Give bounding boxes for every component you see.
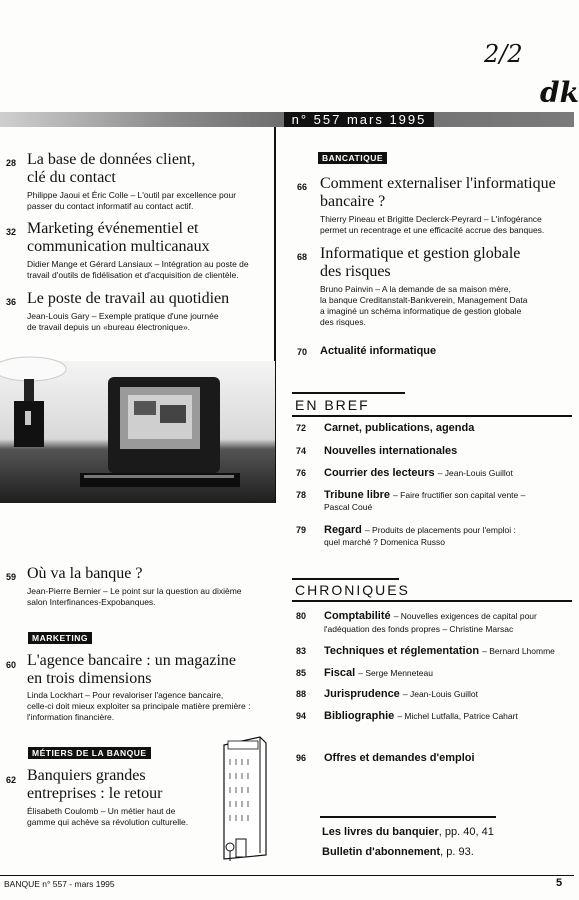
section-tag: MÉTIERS DE LA BANQUE: [28, 747, 151, 759]
article-title: bancaire ?: [320, 193, 386, 210]
article-desc: travail d'outils de fidélisation et d'acquisition de clientèle.: [27, 270, 239, 280]
section-heading: EN BREF: [295, 397, 370, 413]
article-desc: a imaginé un schéma informatique de gestion globale: [320, 306, 522, 316]
footer-page-number: 5: [556, 877, 563, 889]
article-desc: quel marché ? Domenica Russo: [324, 537, 445, 547]
section-rule: [320, 816, 496, 818]
article-desc: Didier Mange et Gérard Lansiaux – Intégration au poste de: [27, 259, 249, 269]
article-title: Actualité informatique: [320, 345, 437, 357]
section-rule: [292, 578, 399, 580]
list-item: 88 Jurisprudence – Jean-Louis Guillot: [296, 688, 479, 700]
article-desc: Jean-Pierre Bernier – Le point sur la question au dixième: [27, 586, 242, 596]
bulletin-line: Bulletin d'abonnement, p. 93.: [322, 846, 474, 858]
article-title: Où va la banque ?: [27, 565, 143, 582]
list-item: 83 Techniques et réglementation – Bernard Lhomme: [296, 645, 555, 657]
list-item: 72 Carnet, publications, agenda: [296, 422, 475, 434]
section-tag: MARKETING: [28, 632, 92, 644]
article-desc: Thierry Pineau et Brigitte Declerck-Peyrard – L'infogérance: [320, 214, 542, 224]
article-title: communication multicanaux: [27, 238, 210, 255]
section-rule: [292, 392, 405, 394]
article-desc: Linda Lockhart – Pour revaloriser l'agence bancaire,: [27, 690, 224, 700]
page-number: 66: [297, 182, 308, 192]
section-rule: [292, 415, 572, 417]
list-item: 80 Comptabilité – Nouvelles exigences de capital pour: [296, 610, 537, 622]
article-title: L'agence bancaire : un magazine: [27, 652, 236, 669]
article-desc: des risques.: [320, 317, 366, 327]
article-title: Informatique et gestion globale: [320, 245, 521, 262]
issue-label: n° 557 mars 1995: [284, 112, 434, 127]
page-number: 28: [6, 158, 17, 168]
footer-publication: BANQUE n° 557 - mars 1995: [4, 879, 115, 889]
list-item: 76 Courrier des lecteurs – Jean-Louis Guillot: [296, 467, 513, 479]
page-number: 32: [6, 227, 17, 237]
list-item: 96 Offres et demandes d'emploi: [296, 752, 475, 764]
page-number: 62: [6, 775, 17, 785]
list-item: 94 Bibliographie – Michel Lutfalla, Patrice Cahart: [296, 710, 518, 722]
article-desc: Jean-Louis Gary – Exemple pratique d'une journée: [27, 311, 219, 321]
list-item: 74 Nouvelles internationales: [296, 445, 458, 457]
article-title: Marketing événementiel et: [27, 220, 199, 237]
article-title: Comment externaliser l'informatique: [320, 175, 556, 192]
article-desc: de travail depuis un «bureau électronique».: [27, 322, 191, 332]
handwritten-initials: dk: [540, 76, 579, 109]
page-number: 68: [297, 252, 308, 262]
article-desc: celle-ci doit mieux exploiter sa principale matière première :: [27, 701, 251, 711]
computer-monitor-illustration: [0, 361, 275, 503]
article-desc: Bruno Painvin – A la demande de sa maison mère,: [320, 284, 511, 294]
handwritten-fraction: 2/2: [484, 40, 523, 68]
livres-line: Les livres du banquier, pp. 40, 41: [322, 826, 494, 838]
article-title: Banquiers grandes: [27, 767, 146, 784]
building-sketch-icon: [210, 735, 280, 865]
page-number: 70: [297, 347, 308, 357]
article-title: clé du contact: [27, 169, 116, 186]
section-tag: BANCATIQUE: [318, 152, 387, 164]
article-desc: Élisabeth Coulomb – Un métier haut de: [27, 806, 176, 816]
footer-rule: [0, 875, 574, 876]
article-title: des risques: [320, 263, 391, 280]
section-heading: CHRONIQUES: [295, 582, 410, 598]
list-item: 85 Fiscal – Serge Menneteau: [296, 667, 433, 679]
article-desc: salon Interfinances-Expobanques.: [27, 597, 156, 607]
article-desc: Philippe Jaoui et Éric Colle – L'outil par excellence pour: [27, 190, 237, 200]
list-item: 79 Regard – Produits de placements pour l'emploi :: [296, 524, 516, 536]
article-title: entreprises : le retour: [27, 785, 163, 802]
article-desc: gamme qui achève sa révolution culturelle.: [27, 817, 189, 827]
article-desc: passer du contact informatif au contact actif.: [27, 201, 194, 211]
article-desc: permet un recentrage et une efficacité accrue des banques.: [320, 225, 545, 235]
list-item: 78 Tribune libre – Faire fructifier son capital vente –: [296, 489, 526, 501]
page-number: 60: [6, 660, 17, 670]
article-desc: l'information financière.: [27, 712, 115, 722]
article-title: Le poste de travail au quotidien: [27, 290, 230, 307]
section-rule: [292, 600, 572, 602]
article-desc: la banque Creditanstalt-Bankverein, Management Data: [320, 295, 528, 305]
article-desc: l'adéquation des fonds propres – Christine Marsac: [324, 624, 514, 634]
page-number: 59: [6, 572, 17, 582]
page-number: 36: [6, 297, 17, 307]
article-title: en trois dimensions: [27, 670, 152, 687]
article-title: La base de données client,: [27, 151, 196, 168]
computer-photo: [0, 361, 275, 503]
article-desc: Pascal Coué: [324, 502, 373, 512]
